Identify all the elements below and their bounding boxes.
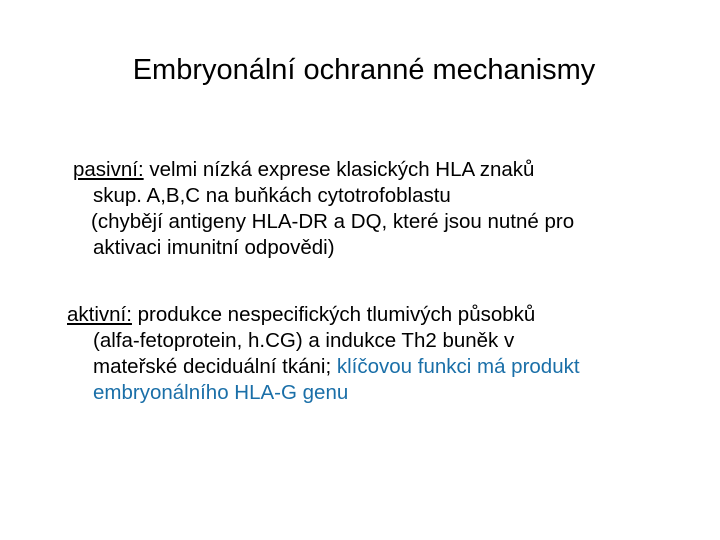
active-line-1-text: produkce nespecifických tlumivých působků bbox=[131, 303, 536, 326]
passive-line-3: (chybějí antigeny HLA-DR a DQ, které jsou nutné pro bbox=[91, 210, 575, 233]
active-line-3 bbox=[67, 354, 580, 380]
passive-line-1-text: velmi nízká exprese klasických HLA znaků bbox=[143, 158, 535, 181]
active-line-4-highlight: embryonálního HLA-G genu bbox=[93, 381, 349, 404]
passive-mechanism-paragraph bbox=[73, 157, 574, 261]
active-line-2: (alfa-fetoprotein, h.CG) a indukce Th2 buněk v bbox=[93, 329, 515, 352]
active-line-1 bbox=[67, 302, 580, 328]
active-line-3-text: mateřské deciduální tkáni; bbox=[93, 355, 337, 378]
active-mechanism-paragraph bbox=[67, 302, 580, 406]
active-label: aktivní: bbox=[67, 303, 132, 326]
slide-title: Embryonální ochranné mechanismy bbox=[132, 54, 596, 86]
passive-label: pasivní: bbox=[73, 158, 144, 181]
active-line-3-highlight: klíčovou funkci má produkt bbox=[336, 355, 580, 378]
passive-line-4: aktivaci imunitní odpovědi) bbox=[93, 236, 335, 259]
passive-line-1 bbox=[73, 157, 574, 183]
passive-line-2: skup. A,B,C na buňkách cytotrofoblastu bbox=[93, 184, 451, 207]
